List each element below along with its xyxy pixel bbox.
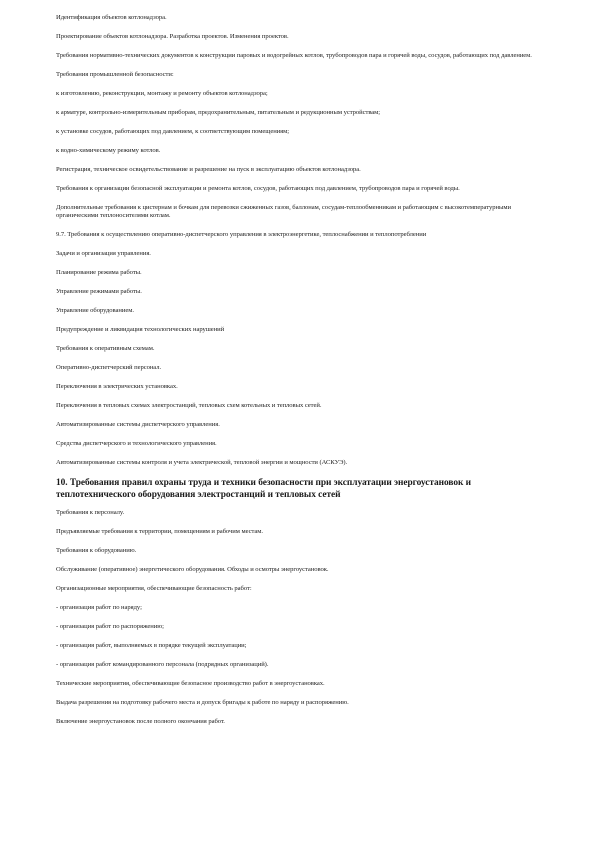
paragraph: к водно-химическому режиму котлов. xyxy=(56,146,161,154)
paragraph: Автоматизированные системы диспетчерского управления. xyxy=(56,421,220,429)
section-heading: 10. Требования правил охраны труда и техники безопасности при эксплуатации энергоустановок и теплотехнического оборудования электростанций и тепловых сетей xyxy=(56,478,472,500)
paragraph: Средства диспетчерского и технологического управления. xyxy=(56,440,217,448)
paragraph: к установке сосудов, работающих под давлением, к соответствующим помещениям; xyxy=(56,127,290,135)
paragraph: Выдача разрешения на подготовку рабочего места и допуск бригады к работе по наряду и распоряжению. xyxy=(56,699,349,707)
paragraph: Автоматизированные системы контроля и учета электрической, тепловой энергии и мощности (АСКУЭ). xyxy=(56,459,348,467)
paragraph: Предупреждение и ликвидация технологических нарушений xyxy=(56,326,225,334)
paragraph: Управление режимами работы. xyxy=(56,288,142,296)
paragraph: Требования промышленной безопасности: xyxy=(56,70,174,78)
paragraph: к изготовлению, реконструкции, монтажу и ремонту объектов котлонадзора; xyxy=(56,89,268,97)
paragraph: Идентификация объектов котлонадзора. xyxy=(56,14,167,21)
paragraph: Планирование режима работы. xyxy=(56,269,142,277)
paragraph: Организационные мероприятия, обеспечивающие безопасность работ: xyxy=(56,585,252,593)
paragraph: - организация работ по распоряжению; xyxy=(56,623,164,631)
paragraph: - организация работ, выполняемых в порядке текущей эксплуатации; xyxy=(56,642,247,650)
paragraph: - организация работ по наряду; xyxy=(56,604,142,612)
paragraph: Оперативно-диспетчерский персонал. xyxy=(56,364,162,372)
paragraph: - организация работ командированного персонала (подрядных организаций). xyxy=(56,661,269,669)
paragraph: Обслуживание (оперативное) энергетического оборудования. Обходы и осмотры энергоустановок. xyxy=(56,566,329,574)
paragraph: Регистрация, техническое освидетельствование и разрешение на пуск в эксплуатацию объектов котлонадзора. xyxy=(56,165,361,173)
paragraph: Управление оборудованием. xyxy=(56,307,134,315)
paragraph: Требования к организации безопасной эксплуатации и ремонта котлов, сосудов, работающих под давлением, трубопроводов пара и горячей воды. xyxy=(56,184,460,192)
paragraph: Требования к оперативным схемам. xyxy=(56,345,155,353)
paragraph: Задачи и организация управления. xyxy=(56,250,151,258)
paragraph: Требования нормативно-технических документов к конструкции паровых и водогрейных котлов, трубопроводов пара и горячей воды, сосудов, работающих под давлением. xyxy=(56,51,532,59)
section-after xyxy=(56,509,547,726)
paragraph: Переключения в электрических установках. xyxy=(56,383,178,391)
section-before xyxy=(56,14,547,468)
paragraph: к арматуре, контрольно-измерительным приборам, предохранительным, питательным и редукционным устройствам; xyxy=(56,108,381,116)
paragraph: Переключения в тепловых схемах электростанций, тепловых схем котельных и тепловых сетей. xyxy=(56,402,322,410)
paragraph: Включение энергоустановок после полного окончания работ. xyxy=(56,718,225,726)
paragraph: Проектирование объектов котлонадзора. Разработка проектов. Изменения проектов. xyxy=(56,32,289,40)
paragraph: Предъявляемые требования к территории, помещениям и рабочим местам. xyxy=(56,528,264,536)
paragraph: Дополнительные требования к цистернам и бочкам для перевозки сжиженных газов, баллонам, сосудам-теплообменникам и работающим с высокотемпературными органическими теплоносителями котлам. xyxy=(56,203,511,220)
paragraph: Технические мероприятия, обеспечивающие безопасное производство работ в энергоустановках. xyxy=(56,680,325,688)
paragraph: Требования к оборудованию. xyxy=(56,547,137,555)
paragraph: 9.7. Требования к осуществлению оперативно-диспетчерского управления в электроэнергетике, теплоснабжении и теплопотреблении xyxy=(56,231,427,239)
paragraph: Требования к персоналу. xyxy=(56,509,125,517)
